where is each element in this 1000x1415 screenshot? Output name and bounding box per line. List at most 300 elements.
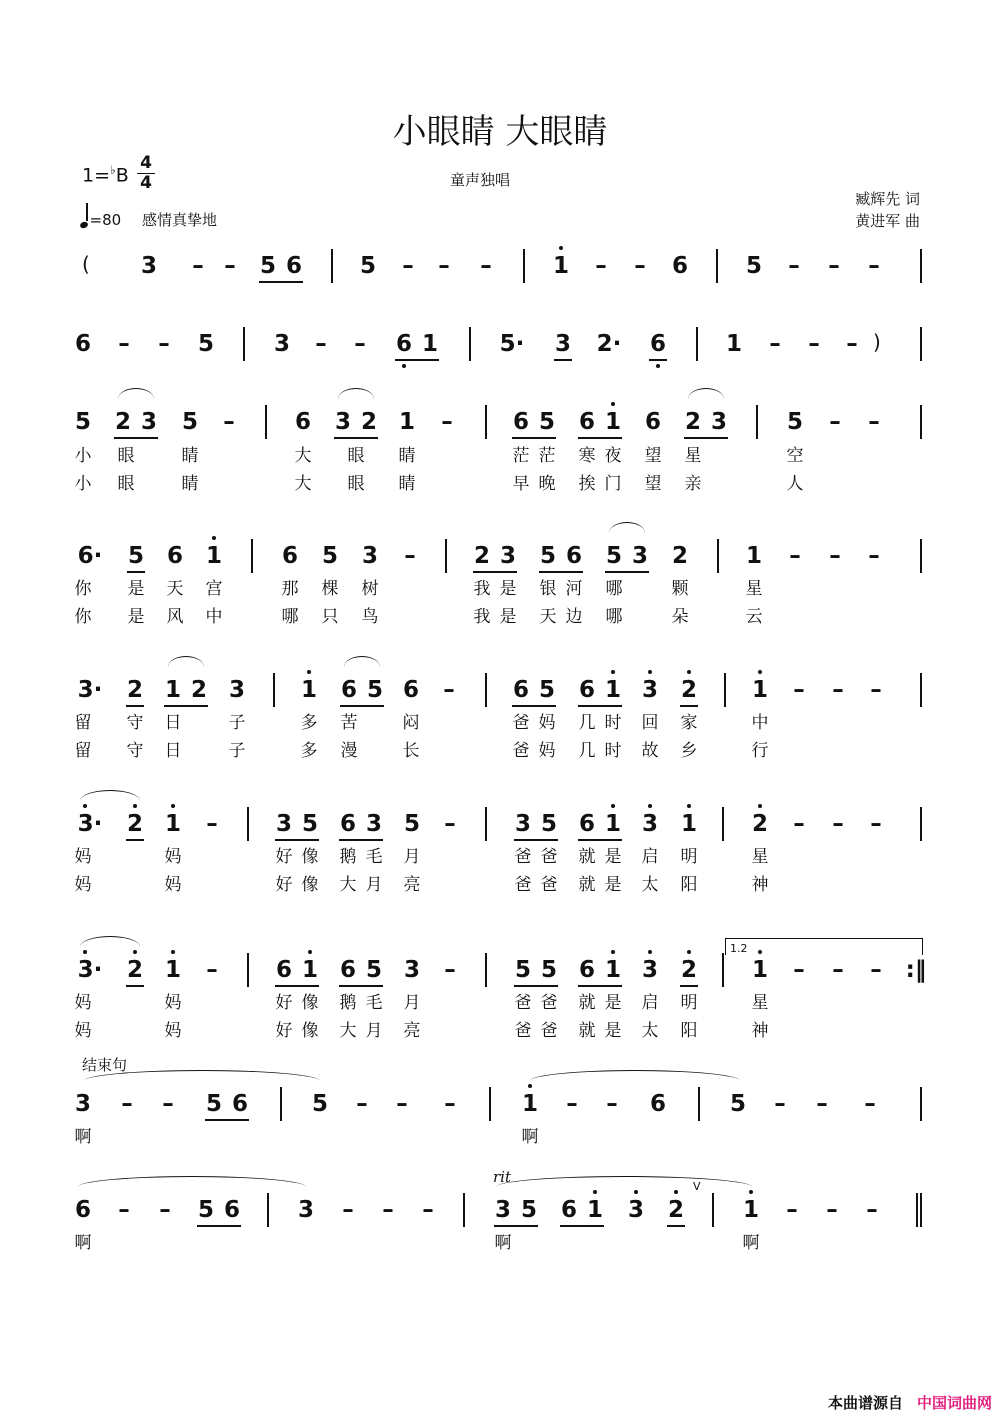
note: – [356,1091,368,1117]
barline [485,405,487,439]
slur-tie [609,522,645,533]
lyric-char: 我 [473,607,491,627]
barline [920,405,922,439]
lyric-char: 鹅 [339,993,357,1013]
note: 6 [560,1197,578,1223]
lyric-char: 守 [126,713,144,733]
note: – [788,253,800,279]
note: – [422,1197,434,1223]
underline-beam [164,705,208,707]
note: 5 [127,543,145,569]
lyric-char: 太 [641,1021,659,1041]
note: – [159,1197,171,1223]
note: – [826,1197,838,1223]
note: – [158,331,170,357]
lyric-char: 天 [539,607,557,627]
note: 2 [473,543,491,569]
underline-beam [578,705,622,707]
octave-dot-high [212,536,216,540]
lyric-char: 乡 [680,741,698,761]
bracket-mark: ( [82,252,90,276]
note: – [866,1197,878,1223]
lyric-char: 好 [275,847,293,867]
barline [485,953,487,987]
lyric-char: 空 [786,446,804,466]
lyric-char: 就 [578,847,596,867]
barline [265,405,267,439]
note: 5 [259,253,277,279]
lyric-char: 月 [403,847,421,867]
note: 5 [540,811,558,837]
lyric-char: 睛 [398,474,416,494]
lyric-char: 日 [164,713,182,733]
note: 6 [339,957,357,983]
barline [920,1087,922,1121]
lyric-char: 妈 [164,847,182,867]
note: – [441,409,453,435]
underline-beam [684,437,728,439]
barline [722,807,724,841]
lyric-char: 日 [164,741,182,761]
octave-dot-low [656,364,660,368]
note: 2 [751,811,769,837]
barline [724,673,726,707]
lyric-char: 妈 [538,741,556,761]
note: 3 [403,957,421,983]
key-signature: 1=♭B [82,163,129,187]
tempo-marking: =80 感情真挚地 [80,207,217,230]
lyric-char: 银 [539,579,557,599]
lyric-char: 河 [565,579,583,599]
note: – [192,253,204,279]
lyric-char: 哪 [605,607,623,627]
note: 6 [649,331,667,357]
note: 3· [77,957,103,983]
barline [722,953,724,987]
note: – [774,1091,786,1117]
note: – [566,1091,578,1117]
lyric-char: 睛 [181,474,199,494]
barline [251,539,253,573]
barline [920,673,922,707]
note: 1 [604,957,622,983]
note: 6 [340,677,358,703]
underline-beam [275,839,319,841]
note: – [342,1197,354,1223]
octave-dot-high [133,804,137,808]
note: 6 [74,1197,92,1223]
octave-dot-high [308,950,312,954]
lyric-char: 大 [339,1021,357,1041]
note: 3 [641,677,659,703]
note: 3· [77,811,103,837]
octave-dot-high [758,804,762,808]
barline [712,1193,714,1227]
lyric-char: 妈 [74,875,92,895]
note: – [315,331,327,357]
underline-beam [339,985,383,987]
barline [717,539,719,573]
note: – [789,543,801,569]
note: 3 [365,811,383,837]
underline-beam [667,1225,685,1227]
underline-beam [514,839,558,841]
barline [267,1193,269,1227]
lyric-char: 望 [644,446,662,466]
underline-beam [512,705,556,707]
lyric-char: 朵 [671,607,689,627]
lyric-char: 爸 [514,993,532,1013]
lyric-char: 宫 [205,579,223,599]
octave-dot-high [611,402,615,406]
octave-dot-high [749,1190,753,1194]
note: 1 [521,1091,539,1117]
lyric-char: 神 [751,875,769,895]
barline [489,1087,491,1121]
lyric-char: 阳 [680,875,698,895]
note: 6· [77,543,103,569]
note: – [121,1091,133,1117]
lyric-char: 那 [281,579,299,599]
octave-dot-high [674,1190,678,1194]
underline-beam [539,571,583,573]
note: – [206,811,218,837]
lyric-char: 棵 [321,579,339,599]
note: 2 [680,677,698,703]
underline-beam [514,985,558,987]
note: 6 [74,331,92,357]
lyric-char: 望 [644,474,662,494]
note: – [829,409,841,435]
lyric-char: 人 [786,474,804,494]
underline-beam [114,437,158,439]
lyric-char: 太 [641,875,659,895]
lyric-char: 明 [680,993,698,1013]
lyric-char: 星 [745,579,763,599]
barline [243,327,245,361]
lyric-char: 留 [74,713,92,733]
lyric-char: 留 [74,741,92,761]
composer-credit: 黄进军 曲 [855,212,920,230]
barline [920,539,922,573]
barline [273,673,275,707]
note: 5 [197,331,215,357]
underline-beam [126,705,144,707]
underline-beam [560,1225,604,1227]
note: 6 [339,811,357,837]
lyric-char: 爸 [514,847,532,867]
note: – [118,1197,130,1223]
octave-dot-high [648,950,652,954]
note: 5 [301,811,319,837]
lyric-char: 小 [74,446,92,466]
note: – [868,409,880,435]
lyric-char: 守 [126,741,144,761]
note: 3 [494,1197,512,1223]
source-label: 本曲谱源自 [827,1394,903,1412]
lyric-char: 几 [578,741,596,761]
lyric-char: 家 [680,713,698,733]
note: 6 [565,543,583,569]
note: 1 [751,957,769,983]
octave-dot-high [133,950,137,954]
lyric-char: 鸟 [361,607,379,627]
slur-tie [80,790,140,801]
lyric-char: 风 [166,607,184,627]
barline [756,405,758,439]
lyric-char: 只 [321,607,339,627]
underline-beam [127,571,145,573]
note: 3 [228,677,246,703]
lyric-char: 大 [294,446,312,466]
note: 1 [552,253,570,279]
lyric-char: 啊 [494,1233,512,1253]
source-site-link[interactable]: 中国词曲网 [916,1394,992,1412]
note: 1 [586,1197,604,1223]
note: – [808,331,820,357]
lyric-char: 树 [361,579,379,599]
lyric-char: 爸 [540,993,558,1013]
underline-beam [494,1225,538,1227]
underline-beam [334,437,378,439]
note: – [443,677,455,703]
octave-dot-high [171,950,175,954]
lyric-char: 你 [74,607,92,627]
note: 1 [421,331,439,357]
lyric-char: 哪 [281,607,299,627]
note: 1 [164,957,182,983]
underline-beam [473,571,517,573]
lyric-char: 妈 [74,847,92,867]
note: – [832,957,844,983]
lyric-char: 行 [751,741,769,761]
note: 5 [321,543,339,569]
lyric-char: 大 [339,875,357,895]
note: 6 [649,1091,667,1117]
note: 6 [578,409,596,435]
note: – [438,253,450,279]
lyric-char: 亮 [403,1021,421,1041]
octave-dot-high [528,1084,532,1088]
note: – [118,331,130,357]
note: 2 [667,1197,685,1223]
flat-sign: ♭ [110,163,116,177]
lyric-char: 是 [127,607,145,627]
note: 1 [751,677,769,703]
lyric-char: 月 [403,993,421,1013]
lyric-char: 是 [499,579,517,599]
time-signature: 4 4 [136,154,156,193]
lyric-char: 爸 [512,713,530,733]
lyric-char: 星 [684,446,702,466]
note: 3 [275,811,293,837]
barline [698,1087,700,1121]
lyric-char: 夜 [604,446,622,466]
lyric-char: 故 [641,741,659,761]
underline-beam [680,985,698,987]
lyric-char: 茫 [538,446,556,466]
lyric-char: 大 [294,474,312,494]
lyric-char: 颗 [671,579,689,599]
underline-beam [554,359,572,361]
octave-dot-high [593,1190,597,1194]
note: 1 [745,543,763,569]
note: 5 [365,957,383,983]
note: 2 [126,677,144,703]
note: 1 [164,811,182,837]
note: 5 [74,409,92,435]
note: 6 [294,409,312,435]
octave-dot-high [611,804,615,808]
lyric-char: 爸 [512,741,530,761]
slur-tie [80,936,140,947]
note: – [816,1091,828,1117]
underline-beam [578,985,622,987]
note: – [870,677,882,703]
lyric-char: 挨 [578,474,596,494]
lyric-char: 睛 [398,446,416,466]
coda-label: 结束句 [82,1056,128,1074]
barline [485,673,487,707]
note: – [868,253,880,279]
note: 6 [578,811,596,837]
underline-beam [275,985,319,987]
note: 2 [190,677,208,703]
slur-tie [530,1070,740,1081]
underline-beam [205,1119,249,1121]
note: 5 [538,409,556,435]
slur-tie [688,388,724,399]
note: 6 [275,957,293,983]
lyric-char: 妈 [74,993,92,1013]
octave-dot-high [307,670,311,674]
volta-bracket [725,938,923,955]
lyric-char: 啊 [742,1233,760,1253]
note: 2 [126,957,144,983]
barline [485,807,487,841]
lyric-char: 月 [365,1021,383,1041]
note: – [870,957,882,983]
note: 3 [273,331,291,357]
lyric-char: 月 [365,875,383,895]
octave-dot-high [611,950,615,954]
note: 5 [514,957,532,983]
lyric-char: 爸 [540,875,558,895]
note: 5 [403,811,421,837]
footer [828,1392,992,1413]
note: – [206,957,218,983]
lyric-char: 你 [74,579,92,599]
note: 1 [205,543,223,569]
note: 3 [334,409,352,435]
lyric-char: 长 [402,741,420,761]
lyric-char: 星 [751,993,769,1013]
note: – [404,543,416,569]
octave-dot-high [611,670,615,674]
barline [716,249,718,283]
note: – [354,331,366,357]
slur-tie [78,1176,306,1187]
note: – [396,1091,408,1117]
lyric-char: 就 [578,993,596,1013]
lyricist-credit: 臧辉先 词 [855,190,920,208]
slur-tie [338,388,374,399]
lyric-char: 就 [578,875,596,895]
underline-beam [649,359,667,361]
lyric-char: 眼 [117,446,135,466]
lyric-char: 中 [751,713,769,733]
lyric-char: 睛 [181,446,199,466]
note: 3 [641,957,659,983]
note: 6 [285,253,303,279]
note: – [829,543,841,569]
note: 1 [300,677,318,703]
note: 1 [604,409,622,435]
note: – [402,253,414,279]
note: – [864,1091,876,1117]
slur-tie [344,656,380,667]
lyric-char: 中 [205,607,223,627]
underline-beam [339,839,383,841]
note: – [846,331,858,357]
note: 1 [604,677,622,703]
note: 3 [74,1091,92,1117]
octave-dot-high [83,804,87,808]
lyric-char: 多 [300,713,318,733]
octave-dot-high [648,670,652,674]
note: 3 [554,331,572,357]
note: 5 [729,1091,747,1117]
note: 5 [359,253,377,279]
song-title: 小眼睛 大眼睛 [392,112,608,152]
lyric-char: 天 [166,579,184,599]
performance-type: 童声独唱 [450,171,511,189]
octave-dot-high [687,950,691,954]
note: 6 [402,677,420,703]
note: 3 [710,409,728,435]
lyric-char: 子 [228,741,246,761]
note: 6 [281,543,299,569]
lyric-char: 阳 [680,1021,698,1041]
barline [920,1193,922,1227]
slur-tie [118,388,154,399]
octave-dot-high [634,1190,638,1194]
lyric-char: 妈 [74,1021,92,1041]
note: 1 [680,811,698,837]
lyric-char: 云 [745,607,763,627]
note: 3 [514,811,532,837]
barline [696,327,698,361]
octave-dot-high [559,246,563,250]
lyric-char: 是 [604,847,622,867]
underline-beam [126,839,144,841]
lyric-char: 毛 [365,847,383,867]
lyric-char: 爸 [540,1021,558,1041]
note: – [786,1197,798,1223]
underline-beam [259,281,303,283]
octave-dot-high [83,950,87,954]
lyric-char: 启 [641,847,659,867]
octave-dot-low [402,364,406,368]
note: 3· [77,677,103,703]
lyric-char: 啊 [521,1127,539,1147]
note: – [793,957,805,983]
lyric-char: 闷 [402,713,420,733]
note: 5 [181,409,199,435]
lyric-char: 啊 [74,1127,92,1147]
note: 2 [684,409,702,435]
note: 5 [539,543,557,569]
